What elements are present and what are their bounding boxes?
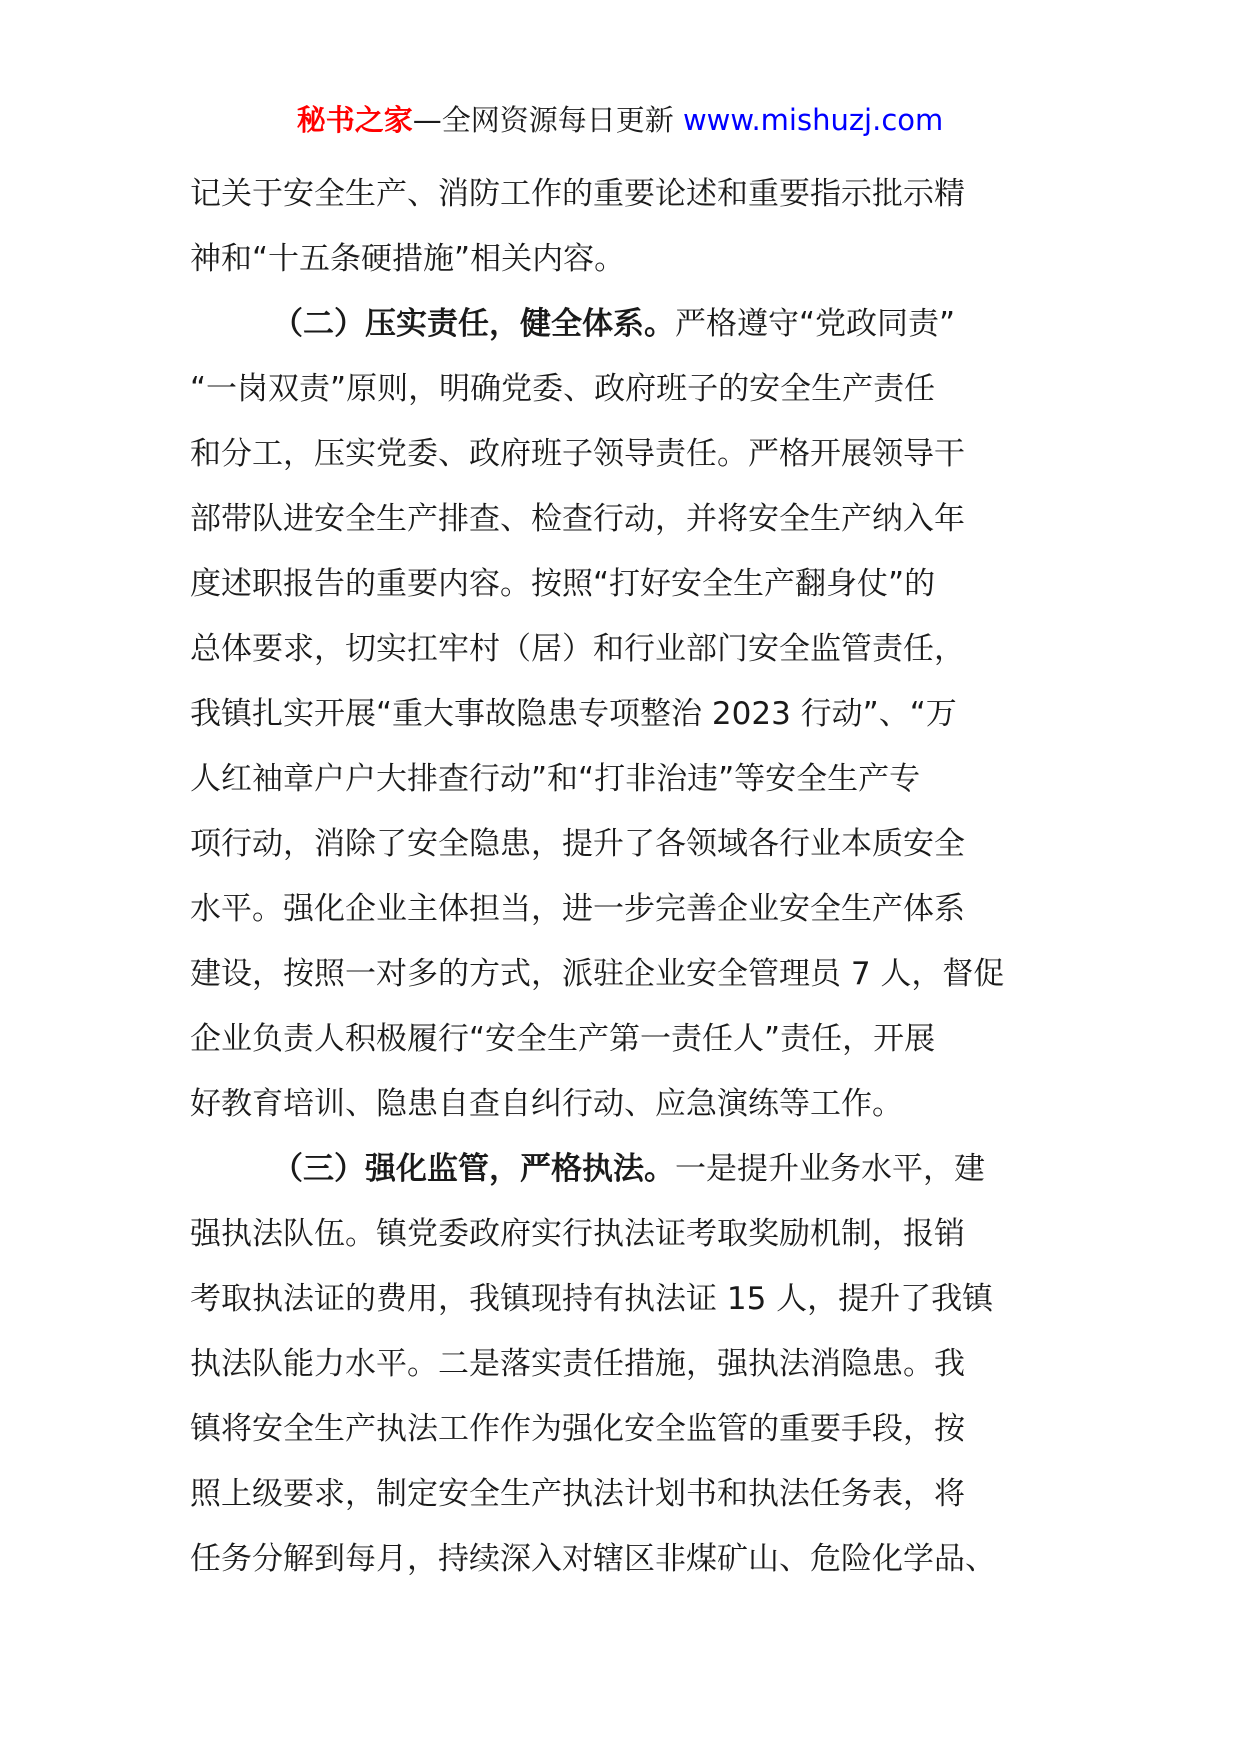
section-heading: （二）压实责任，健全体系。 xyxy=(272,306,675,342)
body-line: 建设，按照一对多的方式，派驻企业安全管理员 7 人，督促 xyxy=(190,956,1005,992)
body-line: 总体要求，切实扛牢村（居）和行业部门安全监管责任， xyxy=(190,631,965,667)
body-line: 考取执法证的费用，我镇现持有执法证 15 人，提升了我镇 xyxy=(190,1281,994,1317)
body-line: 我镇扎实开展“重大事故隐患专项整治 2023 行动”、“万 xyxy=(190,696,957,732)
body-line: 执法队能力水平。二是落实责任措施，强执法消隐患。我 xyxy=(190,1346,965,1382)
banner-tagline: —全网资源每日更新 xyxy=(412,103,674,137)
body-text: 一是提升业务水平，建 xyxy=(675,1151,985,1187)
section-three-line xyxy=(190,1137,1062,1202)
body-line: 照上级要求，制定安全生产执法计划书和执法任务表，将 xyxy=(190,1476,965,1512)
body-line: 人红袖章户户大排查行动”和“打非治违”等安全生产专 xyxy=(190,761,921,797)
body-line: “一岗双责”原则，明确党委、政府班子的安全生产责任 xyxy=(190,371,936,407)
body-line: 部带队进安全生产排查、检查行动，并将安全生产纳入年 xyxy=(190,501,965,537)
body-line: 水平。强化企业主体担当，进一步完善企业安全生产体系 xyxy=(190,891,965,927)
body-line: 好教育培训、隐患自查自纠行动、应急演练等工作。 xyxy=(190,1086,903,1122)
site-banner xyxy=(0,100,1240,140)
body-line: 神和“十五条硬措施”相关内容。 xyxy=(190,241,626,277)
body-line: 强执法队伍。镇党委政府实行执法证考取奖励机制，报销 xyxy=(190,1216,965,1252)
section-heading: （三）强化监管，严格执法。 xyxy=(272,1151,675,1187)
body-line: 企业负责人积极履行“安全生产第一责任人”责任，开展 xyxy=(190,1021,936,1057)
body-text: 严格遵守“党政同责” xyxy=(675,306,956,342)
section-two-line xyxy=(190,292,1062,357)
body-line: 记关于安全生产、消防工作的重要论述和重要指示批示精 xyxy=(190,176,965,212)
brand-name: 秘书之家 xyxy=(296,103,413,137)
body-line: 镇将安全生产执法工作作为强化安全监管的重要手段，按 xyxy=(190,1411,965,1447)
document-body xyxy=(190,162,1062,1592)
body-line: 任务分解到每月，持续深入对辖区非煤矿山、危险化学品、 xyxy=(190,1541,996,1577)
site-url-link[interactable]: www.mishuzj.com xyxy=(682,103,944,137)
body-line: 项行动，消除了安全隐患，提升了各领域各行业本质安全 xyxy=(190,826,965,862)
body-line: 和分工，压实党委、政府班子领导责任。严格开展领导干 xyxy=(190,436,965,472)
body-line: 度述职报告的重要内容。按照“打好安全生产翻身仗”的 xyxy=(190,566,936,602)
